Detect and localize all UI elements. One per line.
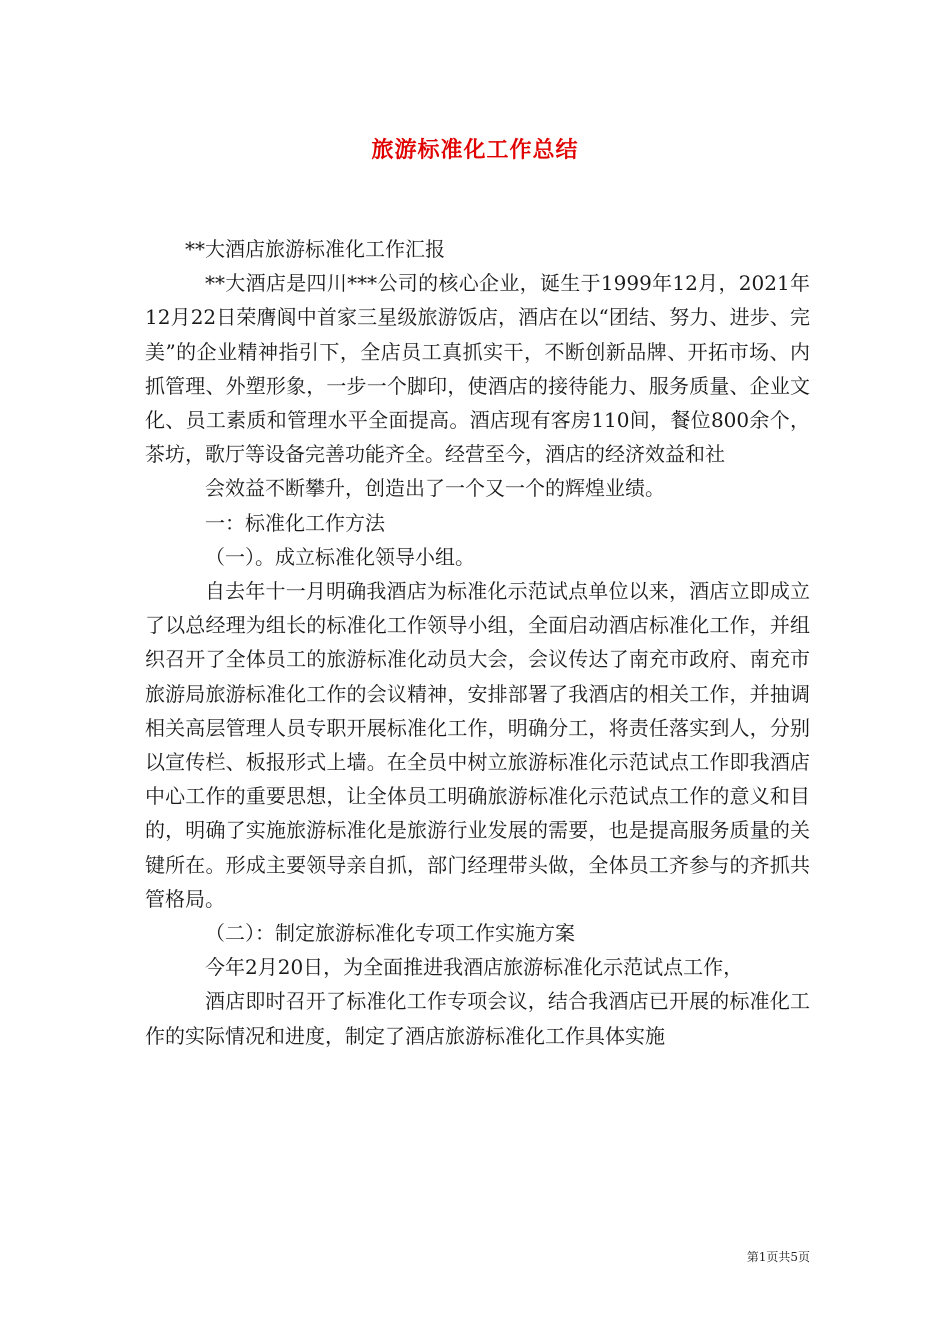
document-body: [145, 232, 810, 1053]
paragraph-plan-detail: 酒店即时召开了标准化工作专项会议，结合我酒店已开展的标准化工作的实际情况和进度，制定了酒店旅游标准化工作具体实施: [145, 989, 810, 1048]
page-number-footer: 第1页共5页: [746, 1250, 810, 1264]
subsection-heading-plan: （二）：制定旅游标准化专项工作实施方案: [205, 921, 575, 946]
subsection-heading-leadership: （一）。成立标准化领导小组。: [205, 544, 475, 569]
paragraph-plan-intro: 今年2月20日，为全面推进我酒店旅游标准化示范试点工作，: [205, 955, 744, 980]
document-title: 旅游标准化工作总结: [371, 137, 579, 163]
paragraph-leadership: 自去年十一月明确我酒店为标准化示范试点单位以来，酒店立即成立了以总经理为组长的标准化工作领导小组，全面启动酒店标准化工作，并组织召开了全体员工的旅游标准化动员大会，会议传达了南充市政府、南充市旅游局旅游标准化工作的会议精神，安排部署了我酒店的相关工作，并抽调相关高层管理人员专职开展标准化工作，明确分工，将责任落实到人，分别以宣传栏、板报形式上墙。在全员中树立旅游标准化示范试点工作即我酒店中心工作的重要思想，让全体员工明确旅游标准化示范试点工作的意义和目的，明确了实施旅游标准化是旅游行业发展的需要，也是提高服务质量的关键所在。形成主要领导亲自抓，部门经理带头做，全体员工齐参与的齐抓共管格局。: [145, 579, 810, 911]
section-heading-methods: 一：标准化工作方法: [205, 510, 385, 535]
paragraph-hotel-intro: **大酒店是四川***公司的核心企业，诞生于1999年12月，2021年12月22日荣膺阆中首家三星级旅游饭店，酒店在以“团结、努力、进步、完美”的企业精神指引下，全店员工真抓实干，不断创新品牌、开拓市场、内抓管理、外塑形象，一步一个脚印，使酒店的接待能力、服务质量、企业文化、员工素质和管理水平全面提高。酒店现有客房110间，餐位800余个，茶坊，歌厅等设备完善功能齐全。经营至今，酒店的经济效益和社: [145, 271, 810, 467]
paragraph-intro-continued: 会效益不断攀升，创造出了一个又一个的辉煌业绩。: [205, 476, 665, 501]
paragraph-report-heading: **大酒店旅游标准化工作汇报: [185, 237, 445, 261]
